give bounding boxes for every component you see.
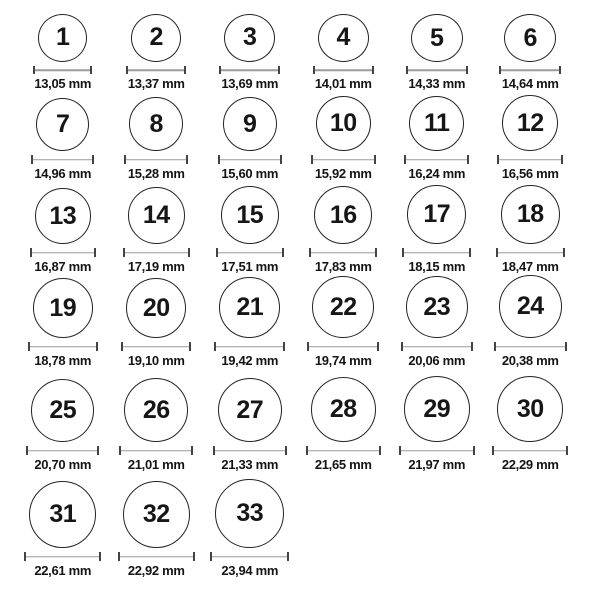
measure-line bbox=[123, 346, 189, 348]
ring-circle bbox=[129, 97, 183, 151]
ring-size-cell bbox=[110, 275, 204, 369]
diameter-measure-bar bbox=[399, 446, 475, 455]
ring-circle bbox=[38, 14, 87, 62]
ring-size-cell bbox=[16, 369, 110, 473]
diameter-measure-bar bbox=[210, 552, 289, 561]
measure-line bbox=[496, 346, 565, 348]
diameter-label: 16,24 mm bbox=[408, 166, 466, 182]
ring-circle bbox=[406, 276, 468, 338]
ring-size-number: 3 bbox=[243, 23, 257, 52]
ring-circle bbox=[224, 14, 275, 62]
diameter-label: 20,38 mm bbox=[501, 353, 559, 369]
ring-circle bbox=[404, 376, 470, 442]
diameter-label: 14,33 mm bbox=[408, 76, 466, 92]
ring-size-number: 17 bbox=[423, 200, 451, 229]
diameter-measure-bar bbox=[218, 155, 282, 164]
diameter-label: 21,97 mm bbox=[408, 457, 466, 473]
measure-line bbox=[26, 556, 99, 558]
diameter-label: 19,74 mm bbox=[314, 353, 372, 369]
ring-size-number: 22 bbox=[329, 292, 357, 321]
diameter-measure-bar bbox=[311, 155, 376, 164]
ring-size-cell bbox=[110, 182, 204, 275]
measure-line bbox=[221, 69, 278, 71]
ring-size-number: 2 bbox=[149, 23, 163, 52]
diameter-measure-bar bbox=[306, 446, 381, 455]
ring-size-number: 26 bbox=[142, 395, 170, 424]
ring-size-number: 19 bbox=[49, 293, 77, 322]
diameter-label: 17,83 mm bbox=[314, 259, 372, 275]
ring-circle bbox=[497, 376, 563, 442]
ring-circle bbox=[504, 14, 556, 62]
ring-size-number: 4 bbox=[336, 23, 350, 52]
ring-size-number: 15 bbox=[236, 200, 264, 229]
ring-circle bbox=[123, 481, 190, 548]
diameter-measure-bar bbox=[30, 248, 96, 257]
ring-size-cell bbox=[203, 369, 297, 473]
diameter-label: 23,94 mm bbox=[221, 563, 279, 579]
ring-size-cell bbox=[297, 182, 391, 275]
ring-size-cell bbox=[203, 92, 297, 182]
ring-size-cell bbox=[390, 369, 484, 473]
ring-size-number: 10 bbox=[329, 109, 357, 138]
diameter-measure-bar bbox=[33, 66, 92, 75]
ring-size-cell bbox=[16, 182, 110, 275]
ring-circle bbox=[35, 188, 91, 244]
diameter-measure-bar bbox=[496, 248, 565, 257]
diameter-measure-bar bbox=[24, 552, 101, 561]
diameter-label: 18,47 mm bbox=[501, 259, 559, 275]
ring-size-number: 25 bbox=[49, 396, 77, 425]
diameter-label: 16,87 mm bbox=[34, 259, 92, 275]
ring-size-cell bbox=[484, 182, 578, 275]
ring-circle bbox=[219, 277, 280, 338]
diameter-label: 20,70 mm bbox=[34, 457, 92, 473]
measure-line bbox=[494, 450, 566, 452]
ring-circle bbox=[311, 377, 376, 442]
ring-size-number: 14 bbox=[142, 201, 170, 230]
ring-size-number: 21 bbox=[236, 293, 264, 322]
diameter-label: 19,10 mm bbox=[127, 353, 185, 369]
ring-circle bbox=[314, 186, 372, 244]
chart-row bbox=[16, 369, 600, 473]
ring-size-cell bbox=[203, 14, 297, 92]
ring-circle bbox=[318, 14, 369, 62]
ring-size-number: 1 bbox=[56, 23, 70, 52]
measure-line bbox=[406, 159, 467, 161]
measure-line bbox=[128, 69, 184, 71]
ring-size-cell bbox=[110, 14, 204, 92]
measure-line bbox=[126, 159, 186, 161]
diameter-label: 22,61 mm bbox=[34, 563, 92, 579]
ring-size-number: 12 bbox=[516, 108, 544, 137]
ring-circle bbox=[218, 378, 282, 442]
diameter-measure-bar bbox=[118, 552, 195, 561]
measure-line bbox=[403, 346, 471, 348]
measure-line bbox=[220, 159, 280, 161]
ring-size-number: 30 bbox=[516, 394, 544, 423]
ring-circle bbox=[407, 185, 466, 244]
ring-circle bbox=[223, 97, 277, 151]
ring-size-number: 28 bbox=[329, 395, 357, 424]
diameter-label: 16,56 mm bbox=[501, 166, 559, 182]
ring-size-number: 20 bbox=[142, 293, 170, 322]
ring-size-cell bbox=[297, 92, 391, 182]
ring-size-number: 6 bbox=[523, 23, 537, 52]
diameter-label: 21,01 mm bbox=[127, 457, 185, 473]
measure-line bbox=[401, 450, 473, 452]
measure-line bbox=[404, 252, 469, 254]
ring-size-cell bbox=[484, 14, 578, 92]
diameter-measure-bar bbox=[213, 446, 287, 455]
ring-size-cell bbox=[203, 275, 297, 369]
measure-line bbox=[30, 346, 96, 348]
diameter-measure-bar bbox=[124, 155, 188, 164]
ring-size-number: 32 bbox=[142, 500, 170, 529]
ring-size-cell bbox=[203, 473, 297, 579]
measure-line bbox=[218, 252, 282, 254]
diameter-label: 15,92 mm bbox=[314, 166, 372, 182]
ring-size-number: 23 bbox=[423, 292, 451, 321]
ring-circle bbox=[126, 278, 186, 338]
ring-size-cell bbox=[110, 92, 204, 182]
diameter-measure-bar bbox=[402, 248, 471, 257]
diameter-measure-bar bbox=[26, 446, 99, 455]
diameter-measure-bar bbox=[401, 342, 473, 351]
ring-circle bbox=[31, 379, 94, 442]
ring-size-number: 8 bbox=[149, 109, 163, 138]
diameter-measure-bar bbox=[28, 342, 98, 351]
measure-line bbox=[215, 450, 285, 452]
ring-size-cell bbox=[297, 275, 391, 369]
measure-line bbox=[120, 556, 193, 558]
measure-line bbox=[315, 69, 372, 71]
ring-circle bbox=[501, 185, 560, 244]
diameter-label: 22,29 mm bbox=[501, 457, 559, 473]
diameter-measure-bar bbox=[126, 66, 186, 75]
ring-circle bbox=[502, 95, 558, 151]
diameter-measure-bar bbox=[313, 66, 374, 74]
diameter-measure-bar bbox=[123, 248, 190, 257]
ring-size-cell bbox=[110, 473, 204, 579]
diameter-label: 17,51 mm bbox=[221, 259, 279, 275]
ring-size-number: 24 bbox=[516, 292, 544, 321]
ring-size-cell bbox=[484, 275, 578, 369]
ring-size-number: 16 bbox=[329, 200, 357, 229]
diameter-label: 13,05 mm bbox=[34, 76, 92, 92]
diameter-measure-bar bbox=[494, 342, 567, 351]
ring-circle bbox=[316, 96, 371, 151]
measure-line bbox=[32, 252, 94, 254]
diameter-label: 14,64 mm bbox=[501, 76, 559, 92]
diameter-label: 18,78 mm bbox=[34, 353, 92, 369]
measure-line bbox=[501, 70, 559, 72]
ring-size-cell bbox=[297, 369, 391, 473]
diameter-label: 17,19 mm bbox=[127, 259, 185, 275]
ring-circle bbox=[124, 378, 188, 442]
diameter-measure-bar bbox=[119, 446, 193, 455]
ring-circle bbox=[312, 276, 374, 338]
ring-size-cell bbox=[484, 92, 578, 182]
chart-row bbox=[16, 92, 600, 182]
measure-line bbox=[309, 346, 377, 348]
ring-size-cell bbox=[16, 473, 110, 579]
ring-circle bbox=[131, 14, 181, 62]
ring-size-number: 33 bbox=[236, 499, 264, 528]
measure-line bbox=[408, 70, 466, 72]
ring-size-number: 29 bbox=[423, 394, 451, 423]
diameter-label: 13,37 mm bbox=[127, 76, 185, 92]
ring-size-cell bbox=[297, 14, 391, 92]
ring-size-number: 11 bbox=[424, 109, 450, 138]
diameter-measure-bar bbox=[404, 155, 469, 164]
ring-size-cell bbox=[390, 182, 484, 275]
diameter-measure-bar bbox=[216, 248, 284, 257]
ring-size-cell bbox=[16, 14, 110, 92]
ring-circle bbox=[499, 275, 562, 338]
diameter-label: 15,28 mm bbox=[127, 166, 185, 182]
diameter-label: 18,15 mm bbox=[408, 259, 466, 275]
measure-line bbox=[308, 450, 379, 452]
diameter-label: 13,69 mm bbox=[221, 76, 279, 92]
ring-size-cell bbox=[110, 369, 204, 473]
ring-size-cell bbox=[390, 14, 484, 92]
ring-size-cell bbox=[390, 275, 484, 369]
measure-line bbox=[499, 159, 561, 161]
diameter-label: 14,96 mm bbox=[34, 166, 92, 182]
diameter-label: 20,06 mm bbox=[408, 353, 466, 369]
measure-line bbox=[498, 252, 563, 254]
ring-size-cell bbox=[484, 369, 578, 473]
measure-line bbox=[33, 159, 92, 161]
measure-line bbox=[125, 252, 188, 254]
ring-size-cell bbox=[16, 275, 110, 369]
diameter-measure-bar bbox=[499, 66, 561, 74]
measure-line bbox=[28, 450, 97, 452]
measure-line bbox=[35, 69, 90, 71]
ring-size-number: 27 bbox=[236, 395, 264, 424]
ring-circle bbox=[411, 14, 463, 62]
diameter-measure-bar bbox=[31, 155, 94, 164]
diameter-label: 15,60 mm bbox=[221, 166, 279, 182]
measure-line bbox=[313, 159, 374, 161]
ring-circle bbox=[409, 96, 464, 151]
chart-row bbox=[16, 14, 600, 92]
ring-circle bbox=[221, 186, 279, 244]
measure-line bbox=[311, 252, 375, 254]
diameter-measure-bar bbox=[214, 342, 285, 351]
ring-size-cell bbox=[203, 182, 297, 275]
diameter-label: 21,65 mm bbox=[314, 457, 372, 473]
ring-size-number: 9 bbox=[243, 109, 257, 138]
diameter-measure-bar bbox=[492, 446, 568, 455]
diameter-label: 19,42 mm bbox=[221, 353, 279, 369]
diameter-label: 21,33 mm bbox=[221, 457, 279, 473]
ring-circle bbox=[215, 479, 284, 548]
diameter-measure-bar bbox=[121, 342, 191, 351]
ring-circle bbox=[33, 278, 93, 338]
diameter-label: 14,01 mm bbox=[314, 76, 372, 92]
diameter-measure-bar bbox=[497, 155, 563, 164]
ring-size-number: 7 bbox=[56, 110, 70, 139]
ring-circle bbox=[128, 187, 185, 244]
ring-size-number: 31 bbox=[49, 500, 77, 529]
measure-line bbox=[212, 556, 287, 558]
diameter-measure-bar bbox=[309, 248, 377, 257]
chart-row bbox=[16, 182, 600, 275]
measure-line bbox=[216, 346, 283, 348]
diameter-label: 22,92 mm bbox=[127, 563, 185, 579]
ring-size-cell bbox=[16, 92, 110, 182]
ring-circle bbox=[36, 98, 89, 151]
diameter-measure-bar bbox=[219, 66, 280, 74]
measure-line bbox=[121, 450, 191, 452]
ring-size-number: 18 bbox=[516, 200, 544, 229]
diameter-measure-bar bbox=[406, 66, 468, 74]
ring-circle bbox=[29, 481, 96, 548]
chart-row bbox=[16, 275, 600, 369]
ring-size-cell bbox=[390, 92, 484, 182]
diameter-measure-bar bbox=[307, 342, 379, 351]
ring-size-number: 5 bbox=[430, 23, 444, 52]
ring-size-number: 13 bbox=[49, 201, 77, 230]
chart-row bbox=[16, 473, 600, 579]
